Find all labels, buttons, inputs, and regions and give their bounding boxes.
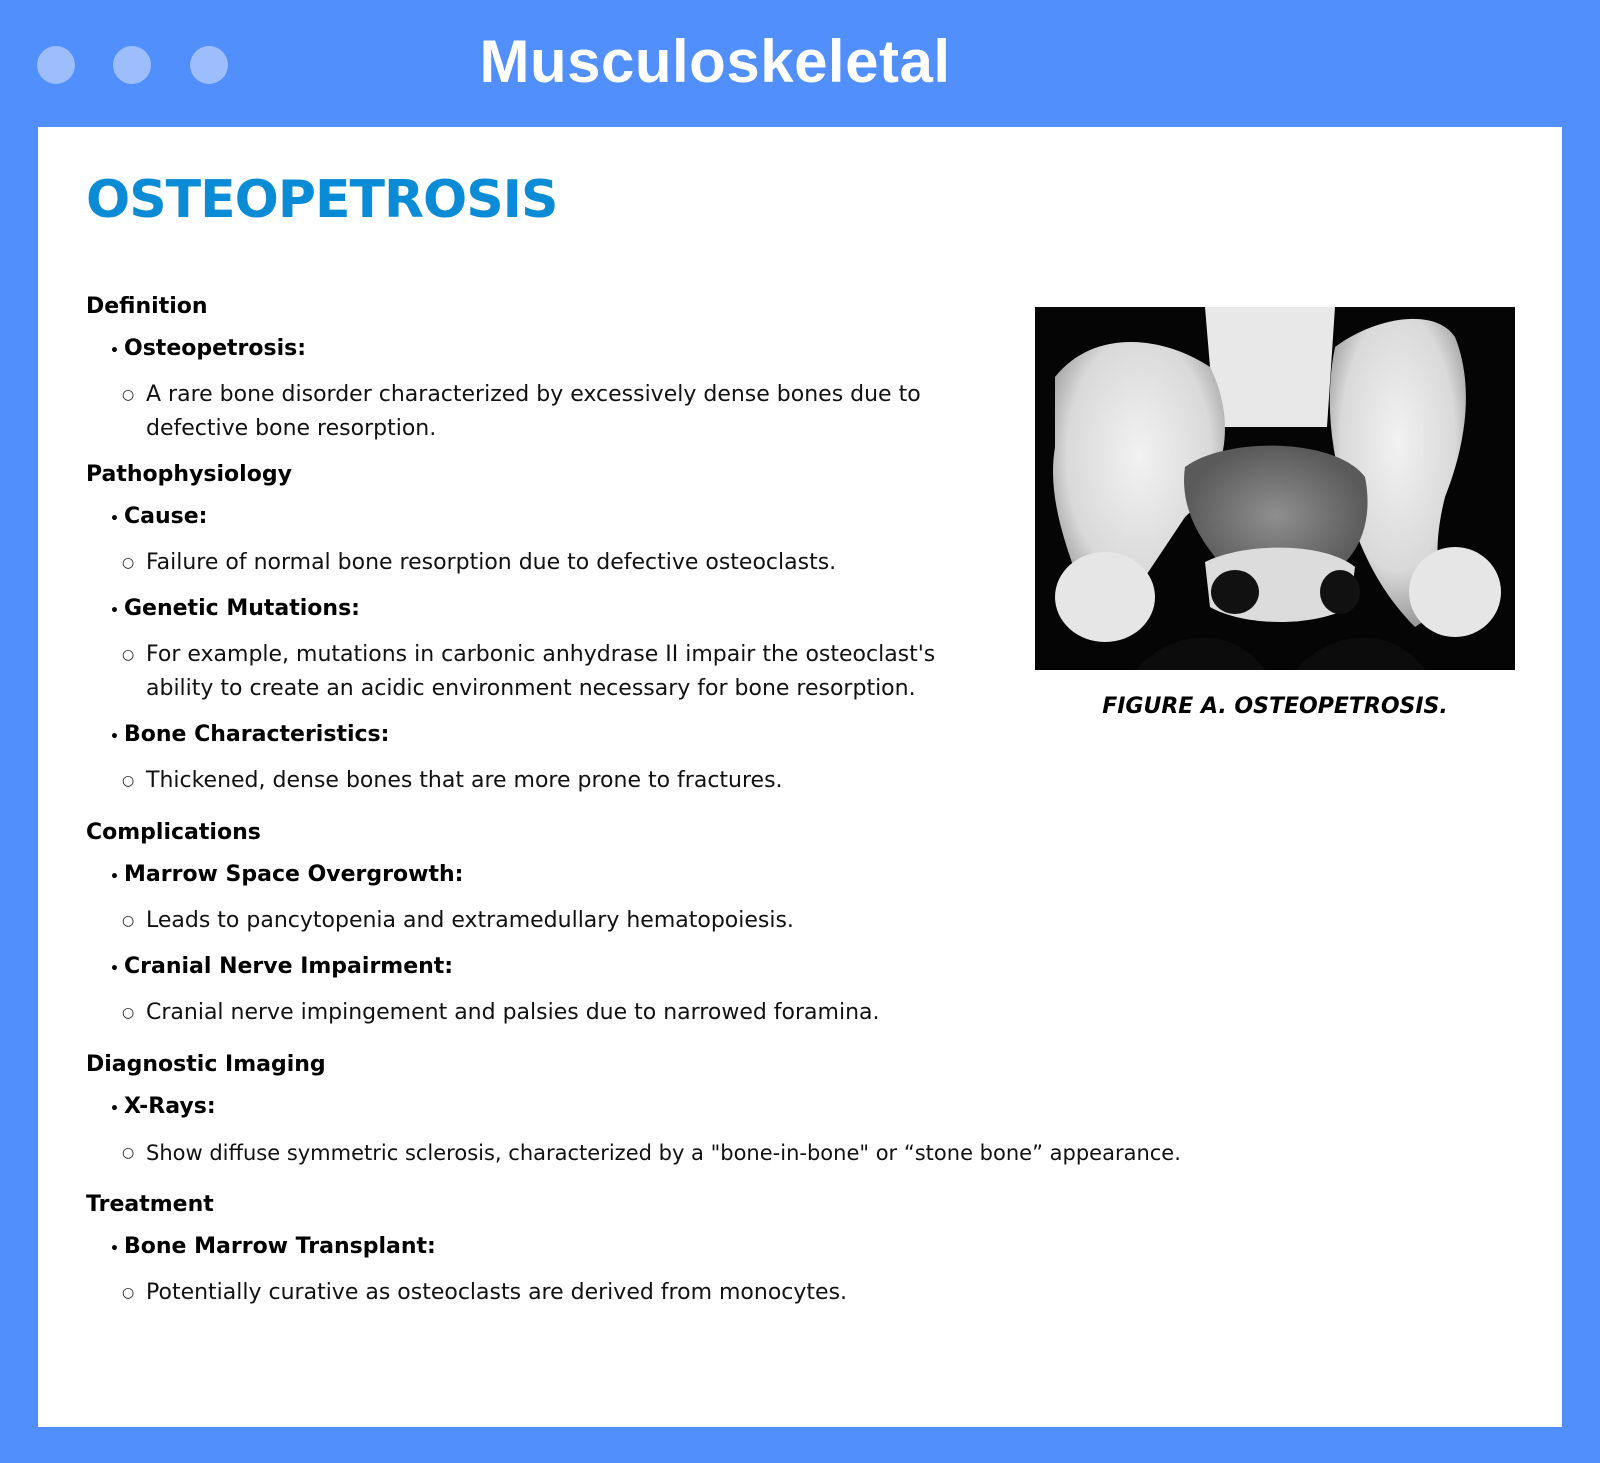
sub-item: ○ Show diffuse symmetric sclerosis, characterized by a "bone-in-bone" or “stone bone” appearance. [86,1136,1446,1170]
sub-item: ○ Potentially curative as osteoclasts are derived from monocytes. [86,1276,1026,1310]
bullet-item: • Cranial Nerve Impairment: [86,952,1026,982]
sub-item: ○ Cranial nerve impingement and palsies due to narrowed foramina. [86,996,1026,1030]
pelvis-xray-image [1035,307,1515,670]
bullet-item: • Bone Marrow Transplant: [86,1232,1026,1262]
bullet-item: • Genetic Mutations: [86,594,1026,624]
bullet-item: • Marrow Space Overgrowth: [86,860,1026,890]
section-heading: Pathophysiology [86,462,292,487]
bullet-item: • Bone Characteristics: [86,720,1026,750]
section-definition [86,292,1026,446]
content-panel [38,127,1562,1427]
section-treatment [86,1190,1026,1310]
section-heading: Diagnostic Imaging [86,1052,326,1077]
section-heading: Definition [86,294,208,319]
section-diagnostic-imaging [86,1050,1181,1170]
sub-item: ○ For example, mutations in carbonic anhydrase II impair the osteoclast's ability to create an acidic environment necessary for bone resorption. [86,638,956,706]
figure-caption: FIGURE A. OSTEOPETROSIS. [1102,694,1448,719]
notes-column [86,292,1181,1324]
bullet-item: • X-Rays: [86,1092,1026,1122]
bullet-item: • Osteopetrosis: [86,334,1026,364]
sub-item: ○ Failure of normal bone resorption due to defective osteoclasts. [86,546,1026,580]
sub-item: ○ Thickened, dense bones that are more prone to fractures. [86,764,1026,798]
sub-item: ○ A rare bone disorder characterized by excessively dense bones due to defective bone resorption. [86,378,936,446]
page-title: OSTEOPETROSIS [86,170,558,230]
section-complications [86,818,1026,1030]
window-title: Musculoskeletal [479,28,951,95]
bullet-item: • Cause: [86,502,1026,532]
section-heading: Complications [86,820,261,845]
figure-a [1035,307,1515,722]
section-pathophysiology [86,460,1026,798]
sub-item: ○ Leads to pancytopenia and extramedullary hematopoiesis. [86,904,1026,938]
section-heading: Treatment [86,1192,214,1217]
